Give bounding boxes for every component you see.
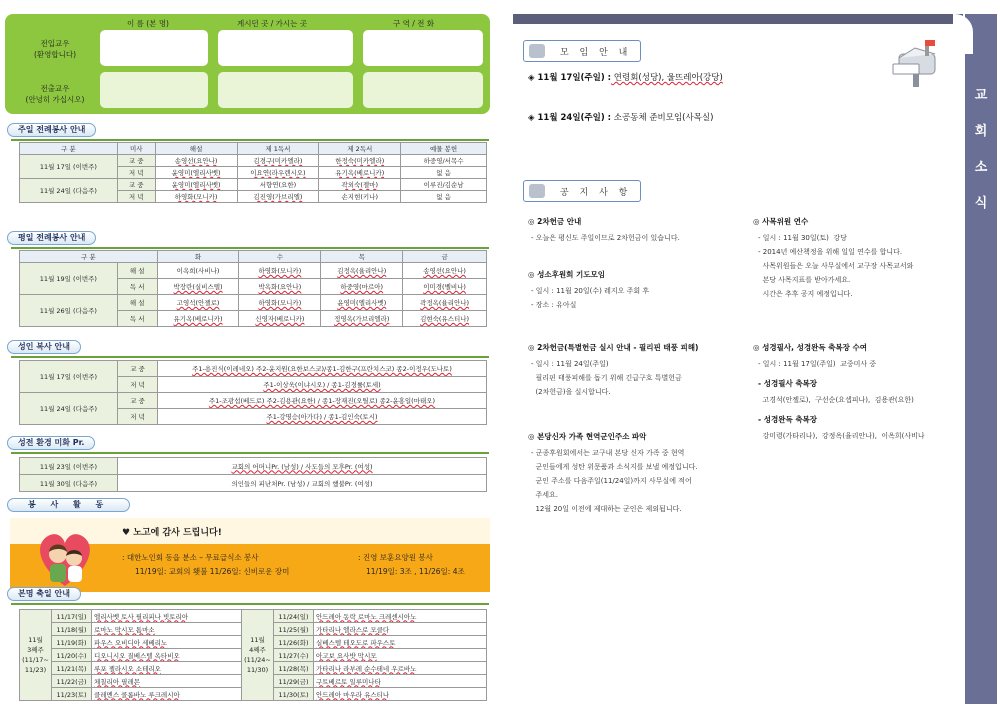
altar-table: [19, 360, 487, 425]
cell: 하영화(모니카): [239, 295, 321, 311]
section-cleanup: 성전 환경 미화 Pr.: [7, 436, 95, 450]
cell: 교회의 어머니Pr. (남성) / 사도들의 모후Pr. (여성): [118, 458, 487, 475]
feast-date: 11/20(수): [52, 649, 92, 662]
saint-names: 실베스텔 테오도로 파우스토: [314, 636, 487, 649]
saint-names: 안드레아 마우라 유스티나: [314, 688, 487, 701]
role: 독 서: [117, 311, 157, 327]
section-weekday-mass: 평일 전례봉사 안내: [7, 231, 96, 245]
feast-date: 11/21(목): [52, 662, 92, 675]
row-date: 11월 24일 (다음주): [20, 179, 118, 203]
saint-names: 체칠리아 필레몬: [92, 675, 242, 688]
name-input-out[interactable]: [100, 72, 208, 108]
row-date: 11월 17일 (이번주): [20, 361, 118, 393]
notice-body: - 일시 : 11월 30일(토) 강당 - 2014년 예산책정을 위해 일일 연수를 합니다. 사목위원들은 오늘 사무실에서 교구장 사목교서와 본당 사목지표를 받아가세요. 시간은 추후 공지 예정입니다.: [758, 234, 914, 298]
cell: 박옥화(요안나): [239, 279, 321, 295]
mass-type: 저 녁: [118, 377, 158, 393]
row-date: 11월 26일 (다음주): [20, 295, 118, 327]
mass-type: 교 중: [117, 179, 155, 191]
sidebar-char: 교: [974, 88, 988, 103]
place-input-in[interactable]: [218, 30, 353, 66]
notebook-icon: [529, 44, 545, 58]
row-date: 11월 30일 (다음주): [20, 475, 118, 492]
veterans-service-title: : 진영 보훈요양원 봉사: [358, 553, 433, 562]
sidebar-char: 소: [974, 160, 988, 175]
saint-names: 클레멘스 콜롬바노 루크레시아: [92, 688, 242, 701]
week-label: 11월 4째주 (11/24~ 11/30): [242, 610, 274, 701]
feast-date: 11/19(화): [52, 636, 92, 649]
notebook-icon: [529, 184, 545, 198]
cell: 없 음: [401, 191, 487, 203]
notice-title-tag: [523, 180, 641, 202]
volunteers-illustration: [30, 520, 100, 590]
mass-type: 저 녁: [117, 167, 155, 179]
cell: 하중영/서목수: [401, 155, 487, 167]
feast-date: 11/27(수): [274, 649, 314, 662]
row-date: 11월 23일 (이번주): [20, 458, 118, 475]
feast-date: 11/17(일): [52, 610, 92, 623]
sunday-mass-table: [19, 142, 487, 203]
mass-type: 교 중: [118, 361, 158, 377]
right-page: [513, 14, 997, 704]
patron-grid: [19, 609, 487, 701]
saint-names: 아고보 요사밧 막시모: [314, 649, 487, 662]
col-header: 수: [239, 251, 321, 263]
newcomer-registry: [5, 14, 490, 114]
feast-date: 11/29(금): [274, 675, 314, 688]
saint-names: 구트베르토 일루미나타: [314, 675, 487, 688]
cell: 김현숙(유스티나): [403, 311, 487, 327]
header-name: 이 름 (본 명): [127, 19, 169, 28]
name-input-in[interactable]: [100, 30, 208, 66]
section-volunteer: 봉 사 활 동: [7, 498, 130, 512]
cell: 이옥희(사비나): [157, 263, 239, 279]
cell: 주1-용진식(이레네오) 주2-윤지원(요한보스코)/종1-김한구(프란치스코) 종2-이정우(도나토): [158, 361, 487, 377]
mass-type: 저 녁: [117, 191, 155, 203]
cleanup-table: [19, 457, 487, 492]
notice-heading: ◎ 사목위원 연수: [753, 217, 809, 226]
cell: 의인들의 피난처Pr. (남성) / 교회의 했불Pr. (여성): [118, 475, 487, 492]
cell: 이미경(벨비나): [403, 279, 487, 295]
cell: 정영옥(가브리엘라): [321, 311, 403, 327]
saint-names: 파우스 오비디아 세베리노: [92, 636, 242, 649]
notice-title: 공 지 사 항: [560, 188, 632, 198]
col-header: 목: [321, 251, 403, 263]
divider: [11, 603, 489, 605]
col-header: 제 1독서: [237, 143, 319, 155]
label-transfer-out: 전출교우 (안녕히 가십시오): [25, 84, 85, 104]
meeting-item: [528, 111, 713, 123]
notice-body: - 일시 : 11월 24일(주일) 필리핀 태풍피해를 돕기 위해 긴급구호 특별헌금 (2차헌금)을 실시합니다.: [531, 360, 682, 396]
cell: 윤영미(엘리사벳): [321, 295, 403, 311]
meeting-text: 연령회(성당), 울뜨레아(강당): [611, 73, 723, 83]
col-header: 예물 봉헌: [401, 143, 487, 155]
notice-heading: ◎ 성경필사, 성경완독 축복장 수여: [753, 343, 868, 352]
label-transfer-in: 전입교우 (환영합니다): [33, 39, 77, 59]
feast-date: 11/25(월): [274, 623, 314, 636]
cell: 윤영미(엘리사벳): [155, 167, 237, 179]
saint-names: 디오니시오 질베스텔 옥타비오: [92, 649, 242, 662]
cell: 신영자(베로니카): [239, 311, 321, 327]
cell: 송영선(요안나): [403, 263, 487, 279]
divider: [11, 356, 489, 358]
header-district: 구 역 / 전 화: [393, 19, 435, 28]
cell: 하영화(모니카): [155, 191, 237, 203]
notice-heading: - 성경필사 축복장: [758, 379, 818, 388]
cell: 하영화(모니카): [239, 263, 321, 279]
role: 해 설: [117, 295, 157, 311]
saint-names: 루포 젤라시오 소테리오: [92, 662, 242, 675]
sidebar: [965, 14, 997, 704]
cell: 박장란(실비스텔): [157, 279, 239, 295]
notice-body: - 일시 : 11월 20일(수) 레지오 주회 후 - 장소 : 유아실: [531, 287, 650, 309]
mass-type: 저 녁: [118, 409, 158, 425]
notice-body: 고경석(안젤로), 구선순(요셉피나), 김용관(요한): [758, 396, 914, 404]
notice-body: - 일시 : 11월 17일(주일) 교중미사 중: [758, 360, 877, 368]
cell: 주1-강명승(아가다) / 종1-김인숙(토시): [158, 409, 487, 425]
row-date: 11월 24일 (다음주): [20, 393, 118, 425]
col-header: 미사: [117, 143, 155, 155]
divider: [11, 139, 489, 141]
cell: 유기옥(베로니카): [319, 167, 401, 179]
col-header: 구 분: [20, 143, 118, 155]
saint-names: 안드레아 동락 로마노 크레센시아노: [314, 610, 487, 623]
feast-date: 11/28(목): [274, 662, 314, 675]
feast-date: 11/22(금): [52, 675, 92, 688]
saint-names: 가타리나 엘라스로 모클다: [314, 623, 487, 636]
cell: 곽정옥(율리안나): [403, 295, 487, 311]
cell: 고영석(안젤로): [157, 295, 239, 311]
section-sunday-mass: 주일 전례봉사 안내: [7, 123, 96, 137]
district-input-in[interactable]: [363, 30, 483, 66]
week-label: 11월 3째주 (11/17~ 11/23): [20, 610, 52, 701]
cell: 김진영(가브리엘): [237, 191, 319, 203]
feast-date: 11/26(화): [274, 636, 314, 649]
feast-date: 11/23(토): [52, 688, 92, 701]
meeting-title: 모 임 안 내: [560, 48, 632, 58]
feast-date: 11/24(일): [274, 610, 314, 623]
left-page: [5, 14, 490, 702]
cell: 하중영(마르아): [321, 279, 403, 295]
veterans-service-schedule: 11/19일: 3조 , 11/26일: 4조: [366, 567, 465, 576]
saint-names: 가타리나 라부레 순수테네 우르바노: [314, 662, 487, 675]
header-place: 계시던 곳 / 가시는 곳: [237, 19, 308, 28]
divider: [11, 247, 489, 249]
feast-date: 11/18(월): [52, 623, 92, 636]
cell: 한정숙(미카엘라): [319, 155, 401, 167]
cell: 서향연(요한): [237, 179, 319, 191]
mailbox-icon: [885, 34, 945, 89]
section-altar-servers: 성인 복사 안내: [7, 340, 81, 354]
notice-heading: ◎ 본당신자 가족 현역군인주소 파악: [528, 432, 647, 441]
district-input-out[interactable]: [363, 72, 483, 108]
col-header: 해설: [155, 143, 237, 155]
cell: 주1-조광섭(베드로) 주2-김용관(요한) / 종1-장재진(오틸로) 종2-윤홍일(마태오): [158, 393, 487, 409]
sidebar-char: 회: [974, 124, 988, 139]
cell: 없 음: [401, 167, 487, 179]
cell: 곽외숙(젤마): [319, 179, 401, 191]
meeting-item: [528, 71, 723, 83]
col-header: 구 분: [20, 251, 158, 263]
meeting-date: ◈ 11월 17일(주일) :: [528, 73, 612, 83]
notice-body: - 오늘은 평신도 주일이므로 2차헌금이 있습니다.: [531, 234, 680, 242]
cell: 김경구(미카엘라): [237, 155, 319, 167]
col-header: 제 2독서: [319, 143, 401, 155]
cell: 이요연(라우렌시오): [237, 167, 319, 179]
row-date: 11월 17일 (이번주): [20, 155, 118, 179]
divider: [11, 452, 489, 454]
notice-heading: ◎ 2차헌금(특별헌금 실시 안내 - 필리핀 태풍 피해): [528, 343, 699, 352]
notice-body: - 군종후원회에서는 교구내 본당 신자 가족 중 현역 군인들에게 성탄 위문품과 소식지를 보낼 예정입니다. 군인 주소를 다음주일(11/24일)까지 사무실에 적어 주세요. 12월 20일 이전에 제대하는 군인은 제외됩니다.: [531, 449, 698, 513]
meeting-text: 소공동체 준비모임(사목실): [611, 113, 714, 123]
meeting-date: ◈ 11월 24일(주일) :: [528, 113, 612, 123]
volunteer-banner: [10, 518, 490, 592]
cell: 유기옥(베로니카): [157, 311, 239, 327]
cell: 윤영미(엘리사벳): [155, 179, 237, 191]
cell: 김정옥(율리안나): [321, 263, 403, 279]
cell: 손지현(키나): [319, 191, 401, 203]
thanks-text: ♥ 노고에 감사 드립니다!: [122, 528, 222, 538]
saint-names: 엘리사벳 토사 필리피나 빗토리아: [92, 610, 242, 623]
role: 해 설: [117, 263, 157, 279]
mass-type: 교 중: [118, 393, 158, 409]
notice-heading: - 성경완독 축복장: [758, 415, 818, 424]
elder-service-schedule: 11/19일: 교회의 횃불 11/26일: 신비로운 장미: [135, 567, 290, 576]
feast-date: 11/30(토): [274, 688, 314, 701]
elder-service-title: : 대한노인회 동읍 분소 – 무료급식소 봉사: [122, 553, 259, 562]
weekday-mass-table: [19, 250, 487, 327]
row-date: 11월 19일 (이번주): [20, 263, 118, 295]
meeting-title-tag: [523, 40, 641, 62]
sidebar-char: 식: [974, 196, 988, 211]
cell: 송영선(요안나): [155, 155, 237, 167]
mass-type: 교 중: [117, 155, 155, 167]
notice-heading: ◎ 성소후원회 기도모임: [528, 270, 605, 279]
col-header: 화: [157, 251, 239, 263]
saint-names: 로마노 막시모 톰마소: [92, 623, 242, 636]
top-bar: [513, 14, 963, 24]
place-input-out[interactable]: [218, 72, 353, 108]
role: 독 서: [117, 279, 157, 295]
col-header: 금: [403, 251, 487, 263]
notice-body: 강미령(가타리나), 강정옥(율리안나), 이옥희(사비나: [758, 432, 925, 440]
section-patron: 본명 축일 안내: [7, 587, 81, 601]
notice-heading: ◎ 2차헌금 안내: [528, 217, 582, 226]
cell: 이루진/김순남: [401, 179, 487, 191]
cell: 주1-이상욱(이냐시오) / 종1-김경률(토세): [158, 377, 487, 393]
